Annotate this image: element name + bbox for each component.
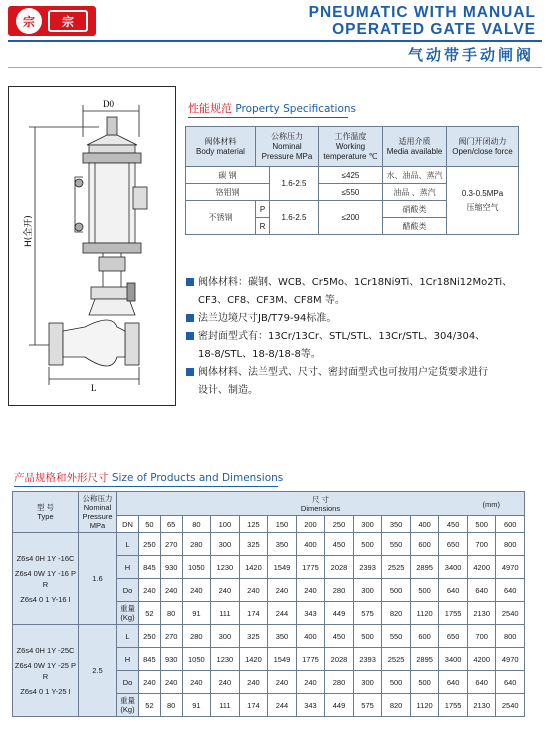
dn-value: 250 [325,516,354,533]
dim-value: 1420 [239,648,268,671]
bullet-text: 法兰边境尺寸JB/T79-94标准。 [198,313,337,324]
dim-value: 400 [296,533,325,556]
dn-value: 600 [496,516,525,533]
spec-cell-media: 油品 、蒸汽 [383,184,447,201]
dim-value: 250 [139,533,161,556]
dim-value: 300 [353,671,382,694]
type-name: Z6s4 0W 1Y -16 P R [14,568,77,589]
bullet-text: 密封面型式有：13Cr/13Cr、STL/STL、13Cr/STL、304/304、 [198,331,486,342]
dimensions-table [12,491,525,717]
bullet-square-icon [186,314,194,322]
header-en: Body material [196,146,245,156]
dim-value: 325 [239,625,268,648]
dim-value: 240 [160,671,182,694]
dim-value: 350 [268,625,297,648]
row-label: Do [117,671,139,694]
row-label: H [117,556,139,579]
header-cn: 型 号 [36,503,55,512]
unit-label: (mm) [482,500,500,509]
dim-value: 3400 [439,556,468,579]
row-label: H [117,648,139,671]
page-title-cn: 气动带手动闸阀 [407,46,534,64]
force-line-2: 压缩空气 [466,202,499,212]
header-cn: 适用介质 [398,136,431,146]
dn-value: 450 [439,516,468,533]
dims-header-pressure [79,492,117,533]
dim-value: 91 [182,694,211,717]
dim-value: 640 [496,671,525,694]
page-title [309,4,536,38]
dim-value: 300 [353,579,382,602]
type-name: Z6s4 0H 1Y -16C [16,553,75,563]
dim-value: 500 [410,671,439,694]
dim-value: 240 [268,579,297,602]
spec-cell-temp: ≤200 [319,201,383,235]
dim-value: 450 [325,533,354,556]
spec-cell-media: 硝酸类 [383,201,447,218]
bullet-item [186,274,522,292]
dim-value: 1755 [439,694,468,717]
pressure-cell: 2.5 [79,625,117,717]
bullet-item [186,364,522,382]
dim-value: 820 [382,694,411,717]
dim-value: 270 [160,625,182,648]
dim-value: 640 [467,671,496,694]
dim-value: 240 [211,579,240,602]
dim-value: 449 [325,602,354,625]
dim-value: 2393 [353,556,382,579]
header-en: Nominal Pressure MPa [261,141,313,161]
d0-label: D0 [103,99,114,109]
spec-table [185,126,519,235]
spec-header-temp [319,127,383,167]
spec-cell-pressure: 1.6-2.5 [270,167,319,201]
spec-cell-media: 醋酸类 [383,218,447,235]
spec-cell-material: 碳 钢 [186,167,270,184]
dim-value: 2525 [382,556,411,579]
dim-value: 300 [211,533,240,556]
dims-row [13,533,525,556]
dim-value: 240 [211,671,240,694]
dim-value: 650 [439,625,468,648]
dim-value: 500 [353,625,382,648]
spec-section-title [188,100,356,118]
dim-value: 500 [382,579,411,602]
bullet-square-icon [186,368,194,376]
bullet-cont: 18-8/STL、18-8/18-8等。 [198,349,321,360]
dn-value: 200 [296,516,325,533]
spec-cell-temp: ≤425 [319,167,383,184]
bullet-square-icon [186,278,194,286]
dim-value: 174 [239,694,268,717]
dn-value: 125 [239,516,268,533]
header-cn: 公称压力 [82,494,113,503]
spec-cell-force [447,167,519,235]
dim-value: 350 [268,533,297,556]
dn-value: 50 [139,516,161,533]
dim-value: 240 [139,671,161,694]
pressure-cell: 1.6 [79,533,117,625]
dim-value: 250 [139,625,161,648]
header-en: Type [37,512,54,521]
dim-value: 240 [268,671,297,694]
spec-header-material [186,127,256,167]
dim-value: 240 [182,579,211,602]
header-cn: 阀体材料 [204,136,237,146]
dim-value: 325 [239,533,268,556]
spec-cell-sub: P [256,201,270,218]
dim-value: 4200 [467,648,496,671]
valve-drawing-svg [9,87,175,405]
dim-value: 650 [439,533,468,556]
dim-value: 280 [325,579,354,602]
dim-value: 500 [410,579,439,602]
dim-value: 600 [410,625,439,648]
bullet-list [186,274,522,400]
dim-value: 1120 [410,694,439,717]
row-label: 重量 (Kg) [117,694,139,717]
dim-value: 930 [160,648,182,671]
dim-value: 280 [182,533,211,556]
title-line-1: PNEUMATIC WITH MANUAL [308,4,536,21]
dim-value: 4970 [496,648,525,671]
type-name: Z6s4 0W 1Y -25 P R [14,660,77,681]
dim-value: 52 [139,602,161,625]
dim-value: 1230 [211,556,240,579]
spec-header-pressure [256,127,319,167]
spec-row [186,167,519,184]
dn-value: 350 [382,516,411,533]
dim-value: 2028 [325,556,354,579]
dim-value: 450 [325,625,354,648]
dim-value: 575 [353,694,382,717]
bullet-cont: 设计、制造。 [198,385,258,396]
type-name: Z6s4 0 1 Y-25 I [20,686,71,696]
dim-value: 845 [139,648,161,671]
dim-value: 550 [382,625,411,648]
header-en: Dimensions [300,503,341,513]
dim-value: 640 [439,579,468,602]
spec-header-media [383,127,447,167]
spec-cell-sub: R [256,218,270,235]
dim-value: 111 [211,602,240,625]
spec-cell-material: 不锈钢 [186,201,256,235]
dim-value: 1549 [268,648,297,671]
force-line-1: 0.3-0.5MPa [461,188,504,198]
dim-value: 600 [410,533,439,556]
dn-value: 300 [353,516,382,533]
dim-value: 240 [139,579,161,602]
dim-value: 1420 [239,556,268,579]
dim-value: 240 [296,671,325,694]
dim-value: 244 [268,602,297,625]
dim-value: 91 [182,602,211,625]
dim-value: 700 [467,533,496,556]
dim-value: 700 [467,625,496,648]
spec-title-en: Property Specifications [235,103,356,115]
valve-drawing [8,86,176,406]
dim-value: 80 [160,602,182,625]
logo-rect: 宗 [48,10,88,32]
type-cell [13,533,79,625]
dim-value: 2028 [325,648,354,671]
dim-value: 2540 [496,602,525,625]
type-name: Z6s4 0H 1Y -25C [16,645,75,655]
dim-value: 111 [211,694,240,717]
spec-cell-temp: ≤550 [319,184,383,201]
dn-value: 500 [467,516,496,533]
type-name: Z6s4 0 1 Y-16 I [20,594,71,604]
bullet-text: 阀体材料、法兰型式、尺寸、密封面型式也可按用户定货要求进行 [198,367,488,378]
dim-value: 80 [160,694,182,717]
dim-value: 500 [382,671,411,694]
spec-header-force [447,127,519,167]
dim-value: 1775 [296,648,325,671]
dim-value: 449 [325,694,354,717]
dim-value: 1775 [296,556,325,579]
dim-value: 240 [160,579,182,602]
dims-header-dimensions [117,492,525,516]
company-logo [8,6,96,36]
dim-value: 1120 [410,602,439,625]
dim-value: 280 [325,671,354,694]
dn-value: 65 [160,516,182,533]
header-en: Open/close force [452,146,513,156]
dim-value: 640 [439,671,468,694]
dim-value: 640 [496,579,525,602]
dim-value: 343 [296,602,325,625]
bullet-text: 阀体材料：碳钢、WCB、Cr5Mo、1Cr18Ni9Ti、1Cr18Ni12Mo2Ti、 [198,277,513,288]
dim-value: 2895 [410,648,439,671]
header-rule-thin [8,67,542,68]
logo-circle: 宗 [16,8,42,34]
bullet-item [186,328,522,346]
dims-header-type [13,492,79,533]
dim-value: 174 [239,602,268,625]
dim-value: 1050 [182,648,211,671]
dim-value: 500 [353,533,382,556]
dim-value: 400 [296,625,325,648]
dn-value: 400 [410,516,439,533]
dim-value: 1755 [439,602,468,625]
dim-value: 550 [382,533,411,556]
dim-value: 820 [382,602,411,625]
row-label: L [117,533,139,556]
title-line-2: OPERATED GATE VALVE [332,21,536,38]
dim-value: 800 [496,625,525,648]
header-en: Working temperature ℃ [323,141,378,161]
dim-value: 244 [268,694,297,717]
dn-value: 150 [268,516,297,533]
dn-label: DN [117,516,139,533]
dim-value: 1230 [211,648,240,671]
dim-value: 240 [239,579,268,602]
dim-value: 2895 [410,556,439,579]
dim-value: 845 [139,556,161,579]
dim-value: 640 [467,579,496,602]
bullet-cont: CF3、CF8、CF3M、CF8M 等。 [198,295,345,306]
dim-value: 2130 [467,602,496,625]
header-rule [8,40,542,42]
spec-cell-media: 水、油品、蒸汽 [383,167,447,184]
dims-row [13,625,525,648]
row-label: Do [117,579,139,602]
dim-value: 2393 [353,648,382,671]
dim-value: 240 [239,671,268,694]
bullet-square-icon [186,332,194,340]
spec-cell-pressure: 1.6-2.5 [270,201,319,235]
dim-value: 2525 [382,648,411,671]
dim-value: 280 [182,625,211,648]
dn-value: 100 [211,516,240,533]
dim-value: 270 [160,533,182,556]
dn-value: 80 [182,516,211,533]
dim-value: 3400 [439,648,468,671]
header-cn: 尺 寸 [311,494,330,504]
header-en: Nominal Pressure MPa [82,503,113,530]
row-label: 重量 (Kg) [117,602,139,625]
dim-value: 240 [182,671,211,694]
row-label: L [117,625,139,648]
dim-value: 300 [211,625,240,648]
header-cn: 阀门开闭动力 [458,136,507,146]
header-en: Media available [386,146,443,156]
dims-title-en: Size of Products and Dimensions [111,472,284,484]
spec-cell-material: 铬钼钢 [186,184,270,201]
dims-title-cn: 产品规格和外形尺寸 [14,472,109,484]
header-cn: 工作温度 [334,131,367,141]
spec-header-row [186,127,519,167]
dim-value: 800 [496,533,525,556]
dims-header-row [13,492,525,516]
dim-value: 1549 [268,556,297,579]
dim-value: 930 [160,556,182,579]
dim-value: 343 [296,694,325,717]
dim-value: 4200 [467,556,496,579]
dim-value: 240 [296,579,325,602]
dim-value: 52 [139,694,161,717]
dims-section-title [14,470,283,487]
type-cell [13,625,79,717]
dim-value: 1050 [182,556,211,579]
header-cn: 公称压力 [271,131,303,141]
dim-value: 575 [353,602,382,625]
dim-value: 2130 [467,694,496,717]
spec-title-cn: 性能规范 [188,102,232,115]
h-label: H(全开) [24,215,34,247]
dim-value: 4970 [496,556,525,579]
dim-value: 2540 [496,694,525,717]
bullet-item [186,310,522,328]
l-label: L [91,383,97,393]
